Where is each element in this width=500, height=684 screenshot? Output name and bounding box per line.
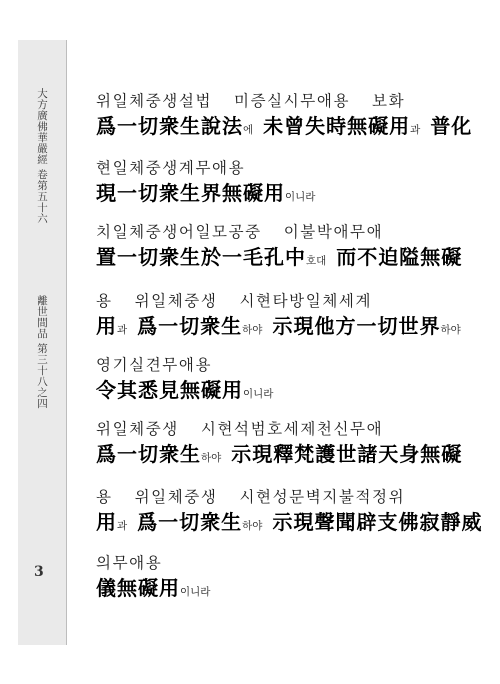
particle: 에 (243, 124, 254, 136)
korean-reading-line (96, 552, 476, 574)
stanza-7 (96, 486, 483, 536)
korean-reading-line (96, 290, 476, 312)
hanja-line (96, 508, 483, 536)
korean-reading-line (96, 157, 476, 179)
particle: 이니라 (180, 586, 211, 598)
chapter-title: 離世間品 第三十八之四 (36, 295, 48, 409)
hanja-segment: 置一切衆生於一毛孔中 (96, 245, 306, 269)
reading-segment: 시현성문벽지불적정위 (239, 488, 406, 506)
reading-segment: 의무애용 (96, 554, 163, 572)
reading-segment: 보화 (372, 92, 406, 110)
reading-segment: 시현타방일체세계 (239, 292, 373, 310)
hanja-segment: 儀無礙用 (96, 576, 180, 600)
particle: 하야 (201, 452, 222, 464)
korean-reading-line (96, 486, 476, 508)
hanja-segment: 示現他方一切世界 (272, 314, 441, 338)
hanja-line (96, 179, 476, 207)
hanja-line (96, 243, 476, 271)
particle: 호대 (306, 255, 327, 267)
hanja-segment: 現一切衆生界無礙用 (96, 181, 285, 205)
reading-segment: 위일체중생 (134, 488, 218, 506)
stanza-6 (96, 418, 476, 468)
hanja-segment: 用 (96, 510, 117, 534)
page-number: 3 (34, 564, 44, 580)
hanja-line (96, 376, 476, 404)
hanja-segment: 令其悉見無礙用 (96, 378, 243, 402)
reading-segment: 미증실시무애용 (234, 92, 351, 110)
korean-reading-line (96, 418, 476, 440)
hanja-line (96, 440, 476, 468)
hanja-segment: 爲一切衆生說法 (96, 114, 243, 138)
stanza-2 (96, 157, 476, 207)
reading-segment: 시현석범호세제천신무애 (200, 420, 384, 438)
particle: 과 (117, 324, 128, 336)
hanja-line (96, 312, 476, 340)
korean-reading-line (96, 354, 476, 376)
particle: 과 (410, 124, 421, 136)
reading-segment: 치일체중생어일모공중 (96, 223, 262, 241)
particle: 이니라 (243, 388, 274, 400)
korean-reading-line (96, 90, 476, 112)
hanja-segment: 示現釋梵護世諸天身無礙 (231, 442, 463, 466)
hanja-segment: 爲一切衆生 (137, 314, 243, 338)
stanza-3 (96, 221, 476, 271)
reading-segment: 이불박애무애 (283, 223, 384, 241)
particle: 이니라 (285, 191, 316, 203)
hanja-segment: 爲一切衆生 (137, 510, 243, 534)
hanja-line (96, 112, 476, 140)
hanja-line (96, 574, 476, 602)
hanja-segment: 普化 (430, 114, 473, 138)
particle: 하야 (440, 324, 461, 336)
particle: 하야 (242, 520, 263, 532)
reading-segment: 영기실견무애용 (96, 356, 213, 374)
particle: 하야 (242, 324, 263, 336)
reading-segment: 용 (96, 292, 113, 310)
margin-rule (66, 40, 67, 645)
particle: 과 (117, 520, 128, 532)
hanja-segment: 而不迫隘無礙 (336, 245, 463, 269)
sutra-title: 大方廣佛華嚴經 卷第五十六 (36, 88, 48, 224)
stanza-5 (96, 354, 476, 404)
hanja-segment: 用 (96, 314, 117, 338)
reading-segment: 위일체중생설법 (96, 92, 213, 110)
stanza-4 (96, 290, 476, 340)
stanza-1 (96, 90, 476, 140)
reading-segment: 위일체중생 (96, 420, 179, 438)
reading-segment: 현일체중생계무애용 (96, 159, 246, 177)
hanja-segment: 未曾失時無礙用 (263, 114, 411, 138)
reading-segment: 용 (96, 488, 113, 506)
hanja-segment: 爲一切衆生 (96, 442, 201, 466)
korean-reading-line (96, 221, 476, 243)
reading-segment: 위일체중생 (134, 292, 218, 310)
hanja-segment: 示現聲聞辟支佛寂靜威 (272, 510, 483, 534)
stanza-8 (96, 552, 476, 602)
